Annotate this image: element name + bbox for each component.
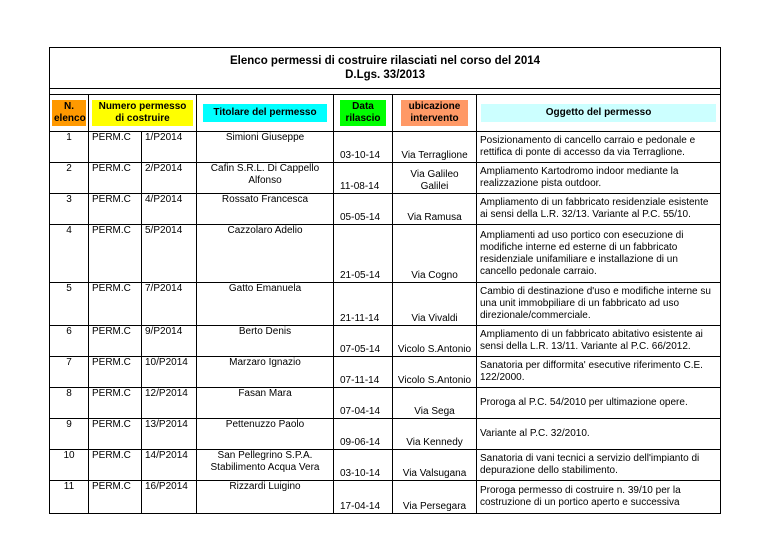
location: Via Vivaldi (393, 283, 477, 326)
permit-holder: Rossato Francesca (197, 194, 334, 225)
permit-subject: Ampliamento di un fabbricato residenziale esistente ai sensi della L.R. 32/13. Variante al P.C. 55/10. (477, 194, 721, 225)
row-number: 4 (50, 225, 89, 283)
row-number: 9 (50, 419, 89, 450)
permit-type: PERM.C (89, 163, 142, 194)
permit-number: 14/P2014 (142, 450, 197, 481)
issue-date: 03-10-14 (334, 132, 393, 163)
header-numero-permesso: Numero permesso di costruire (92, 100, 193, 126)
header-oggetto-cell (477, 95, 721, 132)
permit-number: 1/P2014 (142, 132, 197, 163)
issue-date: 11-08-14 (334, 163, 393, 194)
row-number: 6 (50, 326, 89, 357)
row-number: 7 (50, 357, 89, 388)
location: Via Terraglione (393, 132, 477, 163)
permit-holder: Gatto Emanuela (197, 283, 334, 326)
header-numero-permesso-cell (89, 95, 197, 132)
table-row (50, 357, 721, 388)
issue-date: 07-04-14 (334, 388, 393, 419)
table-row (50, 132, 721, 163)
table-row (50, 194, 721, 225)
permit-holder: Simioni Giuseppe (197, 132, 334, 163)
header-ubicazione-cell (393, 95, 477, 132)
permit-subject: Posizionamento di cancello carraio e pedonale e rettifica di ponte di accesso da via Terraglione. (477, 132, 721, 163)
permit-type: PERM.C (89, 225, 142, 283)
header-n-elenco-cell (50, 95, 89, 132)
permit-subject: Ampliamenti ad uso portico con esecuzione di modifiche interne ed esterne di un fabbricato residenziale unifamiliare e installazione di un cancello pedonale carraio. (477, 225, 721, 283)
permit-holder: Cafin S.R.L. Di Cappello Alfonso (197, 163, 334, 194)
permit-holder: Marzaro Ignazio (197, 357, 334, 388)
issue-date: 05-05-14 (334, 194, 393, 225)
permit-subject: Variante al P.C. 32/2010. (477, 419, 721, 450)
issue-date: 07-05-14 (334, 326, 393, 357)
issue-date: 09-06-14 (334, 419, 393, 450)
row-number: 11 (50, 481, 89, 514)
header-oggetto: Oggetto del permesso (481, 104, 716, 122)
issue-date: 21-05-14 (334, 225, 393, 283)
location: Via Galileo Galilei (393, 163, 477, 194)
permit-type: PERM.C (89, 194, 142, 225)
table-row (50, 326, 721, 357)
permit-type: PERM.C (89, 283, 142, 326)
permit-subject: Sanatoria di vani tecnici a servizio dell'impianto di depurazione dello stabilimento. (477, 450, 721, 481)
location: Vicolo S.Antonio (393, 357, 477, 388)
row-number: 5 (50, 283, 89, 326)
permit-number: 5/P2014 (142, 225, 197, 283)
permit-number: 12/P2014 (142, 388, 197, 419)
permit-type: PERM.C (89, 388, 142, 419)
permit-type: PERM.C (89, 357, 142, 388)
permit-number: 16/P2014 (142, 481, 197, 514)
permit-holder: Rizzardi Luigino (197, 481, 334, 514)
table-row (50, 388, 721, 419)
table-title (50, 48, 721, 89)
issue-date: 21-11-14 (334, 283, 393, 326)
permit-number: 4/P2014 (142, 194, 197, 225)
permit-holder: Cazzolaro Adelio (197, 225, 334, 283)
permit-holder: Fasan Mara (197, 388, 334, 419)
issue-date: 17-04-14 (334, 481, 393, 514)
permit-subject: Cambio di destinazione d'uso e modifiche interne su una unit immobpiliare di un fabbricato ad uso direzionale/commerciale. (477, 283, 721, 326)
permit-type: PERM.C (89, 326, 142, 357)
title-row (50, 48, 721, 89)
permit-type: PERM.C (89, 481, 142, 514)
issue-date: 07-11-14 (334, 357, 393, 388)
table-row (50, 481, 721, 514)
location: Via Cogno (393, 225, 477, 283)
row-number: 1 (50, 132, 89, 163)
permit-number: 9/P2014 (142, 326, 197, 357)
permit-number: 7/P2014 (142, 283, 197, 326)
issue-date: 03-10-14 (334, 450, 393, 481)
location: Vicolo S.Antonio (393, 326, 477, 357)
header-row (50, 95, 721, 132)
title-line-1: Elenco permessi di costruire rilasciati nel corso del 2014 (230, 55, 541, 67)
table-row (50, 283, 721, 326)
location: Via Valsugana (393, 450, 477, 481)
permit-number: 10/P2014 (142, 357, 197, 388)
permits-table (49, 47, 721, 514)
header-data-rilascio-cell (334, 95, 393, 132)
permit-holder: Berto Denis (197, 326, 334, 357)
permit-holder: San Pellegrino S.P.A. Stabilimento Acqua Vera (197, 450, 334, 481)
permit-type: PERM.C (89, 419, 142, 450)
title-line-2: D.Lgs. 33/2013 (345, 69, 425, 81)
row-number: 8 (50, 388, 89, 419)
row-number: 2 (50, 163, 89, 194)
header-ubicazione: ubicazione intervento (401, 100, 468, 126)
location: Via Ramusa (393, 194, 477, 225)
permit-holder: Pettenuzzo Paolo (197, 419, 334, 450)
row-number: 10 (50, 450, 89, 481)
permit-number: 13/P2014 (142, 419, 197, 450)
table-row (50, 163, 721, 194)
permit-type: PERM.C (89, 450, 142, 481)
permit-number: 2/P2014 (142, 163, 197, 194)
permit-type: PERM.C (89, 132, 142, 163)
table-row (50, 225, 721, 283)
header-titolare-cell (197, 95, 334, 132)
header-n-elenco: N. elenco (54, 101, 86, 124)
table-row (50, 419, 721, 450)
location: Via Persegara (393, 481, 477, 514)
location: Via Sega (393, 388, 477, 419)
permit-subject: Proroga al P.C. 54/2010 per ultimazione opere. (477, 388, 721, 419)
permit-subject: Sanatoria per difformita' esecutive riferimento C.E. 122/2000. (477, 357, 721, 388)
header-titolare: Titolare del permesso (203, 104, 327, 122)
header-data-rilascio: Data rilascio (340, 100, 386, 126)
row-number: 3 (50, 194, 89, 225)
location: Via Kennedy (393, 419, 477, 450)
table-row (50, 450, 721, 481)
permit-subject: Ampliamento di un fabbricato abitativo esistente ai sensi della L.R. 13/11. Variante al P.C. 66/2012. (477, 326, 721, 357)
permit-subject: Ampliamento Kartodromo indoor mediante la realizzazione pista outdoor. (477, 163, 721, 194)
permit-subject: Proroga permesso di costruire n. 39/10 per la costruzione di un portico aperto e successiva (477, 481, 721, 514)
